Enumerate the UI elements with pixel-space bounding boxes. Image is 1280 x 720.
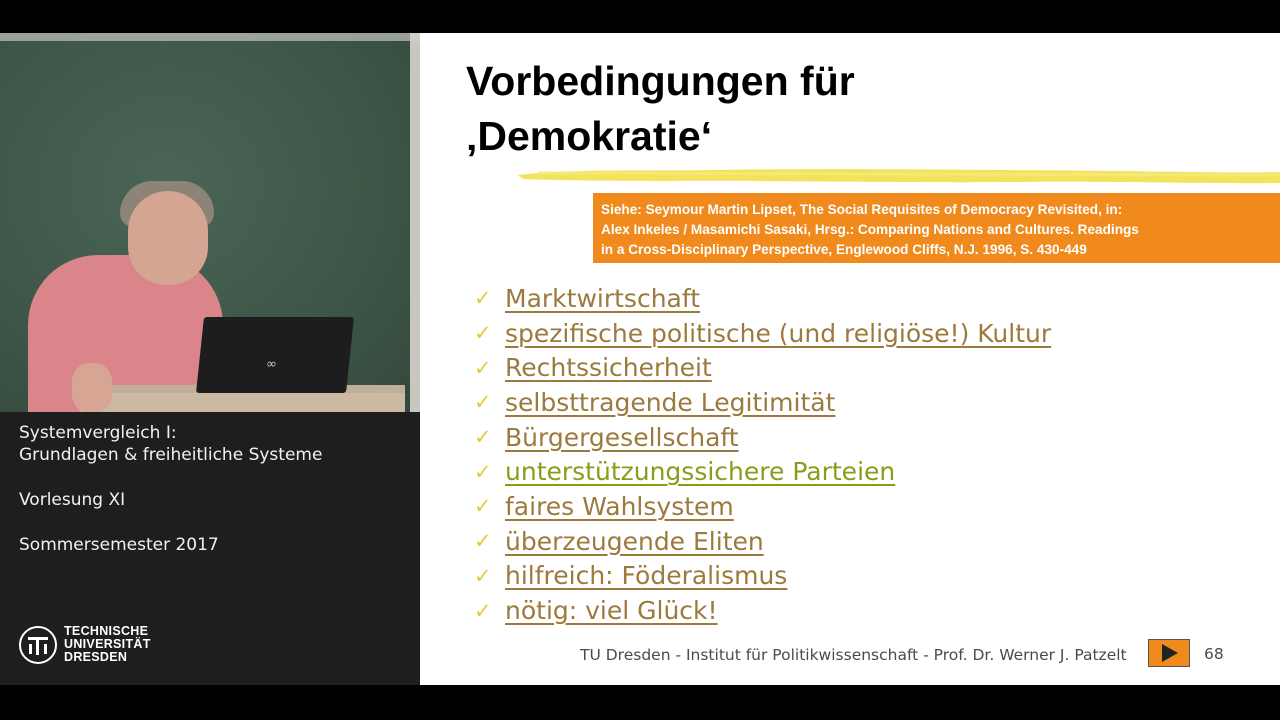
course-title-line1: Systemvergleich I: <box>19 423 177 443</box>
checkmark-icon: ✓ <box>474 390 492 415</box>
list-item <box>474 316 1051 351</box>
checkmark-icon: ✓ <box>474 425 492 450</box>
wall-strip <box>0 33 420 41</box>
list-item <box>474 454 1051 489</box>
slide-title-line2: ‚Demokratie‘ <box>466 113 713 159</box>
slide-title-line1: Vorbedingungen für <box>466 58 855 104</box>
checkmark-icon: ✓ <box>474 494 492 519</box>
next-slide-button[interactable] <box>1148 639 1190 667</box>
list-item <box>474 385 1051 420</box>
checkmark-icon: ✓ <box>474 459 492 484</box>
source-citation-box <box>593 193 1280 263</box>
bullet-link-legitimitaet[interactable]: selbsttragende Legitimität <box>505 387 836 417</box>
laptop-logo-icon: ∞ <box>265 357 278 372</box>
checkmark-icon: ✓ <box>474 321 492 346</box>
bullet-link-wahlsystem[interactable]: faires Wahlsystem <box>505 491 734 521</box>
lecturer-head <box>128 191 208 285</box>
list-item <box>474 593 1051 628</box>
chalkboard-frame <box>410 33 420 412</box>
bullet-link-kultur[interactable]: spezifische politische (und religiöse!) Kultur <box>505 318 1052 348</box>
bullet-link-parteien[interactable]: unterstützungssichere Parteien <box>505 457 896 487</box>
list-item <box>474 559 1051 594</box>
bullet-link-rechtssicherheit[interactable]: Rechtssicherheit <box>505 353 712 383</box>
course-info-panel <box>0 412 420 685</box>
list-item <box>474 524 1051 559</box>
tu-dresden-logo-text <box>64 625 151 664</box>
lecturer-video <box>0 33 420 412</box>
checkmark-icon: ✓ <box>474 598 492 623</box>
list-item <box>474 489 1051 524</box>
source-line3: in a Cross-Disciplinary Perspective, Englewood Cliffs, N.J. 1996, S. 430-449 <box>601 242 1087 257</box>
bullet-link-glueck[interactable]: nötig: viel Glück! <box>505 596 718 626</box>
tu-dresden-logo-icon <box>19 626 57 664</box>
checkmark-icon: ✓ <box>474 529 492 554</box>
list-item <box>474 420 1051 455</box>
checkmark-icon: ✓ <box>474 355 492 380</box>
bullet-link-buergergesellschaft[interactable]: Bürgergesellschaft <box>505 422 739 452</box>
source-line2: Alex Inkeles / Masamichi Sasaki, Hrsg.: Comparing Nations and Cultures. Readings <box>601 222 1139 237</box>
slide-footer: TU Dresden - Institut für Politikwissenschaft - Prof. Dr. Werner J. Patzelt <box>580 646 1127 664</box>
source-line1: Siehe: Seymour Martin Lipset, The Social Requisites of Democracy Revisited, in: <box>601 202 1123 217</box>
bullet-link-foederalismus[interactable]: hilfreich: Föderalismus <box>505 561 788 591</box>
logo-text-line1: TECHNISCHE <box>64 624 149 638</box>
logo-text-line2: UNIVERSITÄT <box>64 637 151 651</box>
lecturer-hand <box>72 363 112 412</box>
presentation-slide <box>420 33 1280 685</box>
play-triangle-icon <box>1162 644 1178 662</box>
logo-text-line3: DRESDEN <box>64 650 128 664</box>
list-item <box>474 281 1051 316</box>
bullet-link-marktwirtschaft[interactable]: Marktwirtschaft <box>505 283 701 313</box>
checkmark-icon: ✓ <box>474 563 492 588</box>
highlighter-stroke <box>518 163 1280 185</box>
lecture-number: Vorlesung XI <box>19 490 126 510</box>
slide-page-number: 68 <box>1204 645 1224 663</box>
laptop <box>196 317 354 393</box>
course-title-line2: Grundlagen & freiheitliche Systeme <box>19 445 323 465</box>
list-item <box>474 350 1051 385</box>
bullet-list <box>474 281 1051 628</box>
checkmark-icon: ✓ <box>474 286 492 311</box>
bullet-link-eliten[interactable]: überzeugende Eliten <box>505 526 764 556</box>
semester: Sommersemester 2017 <box>19 535 219 555</box>
